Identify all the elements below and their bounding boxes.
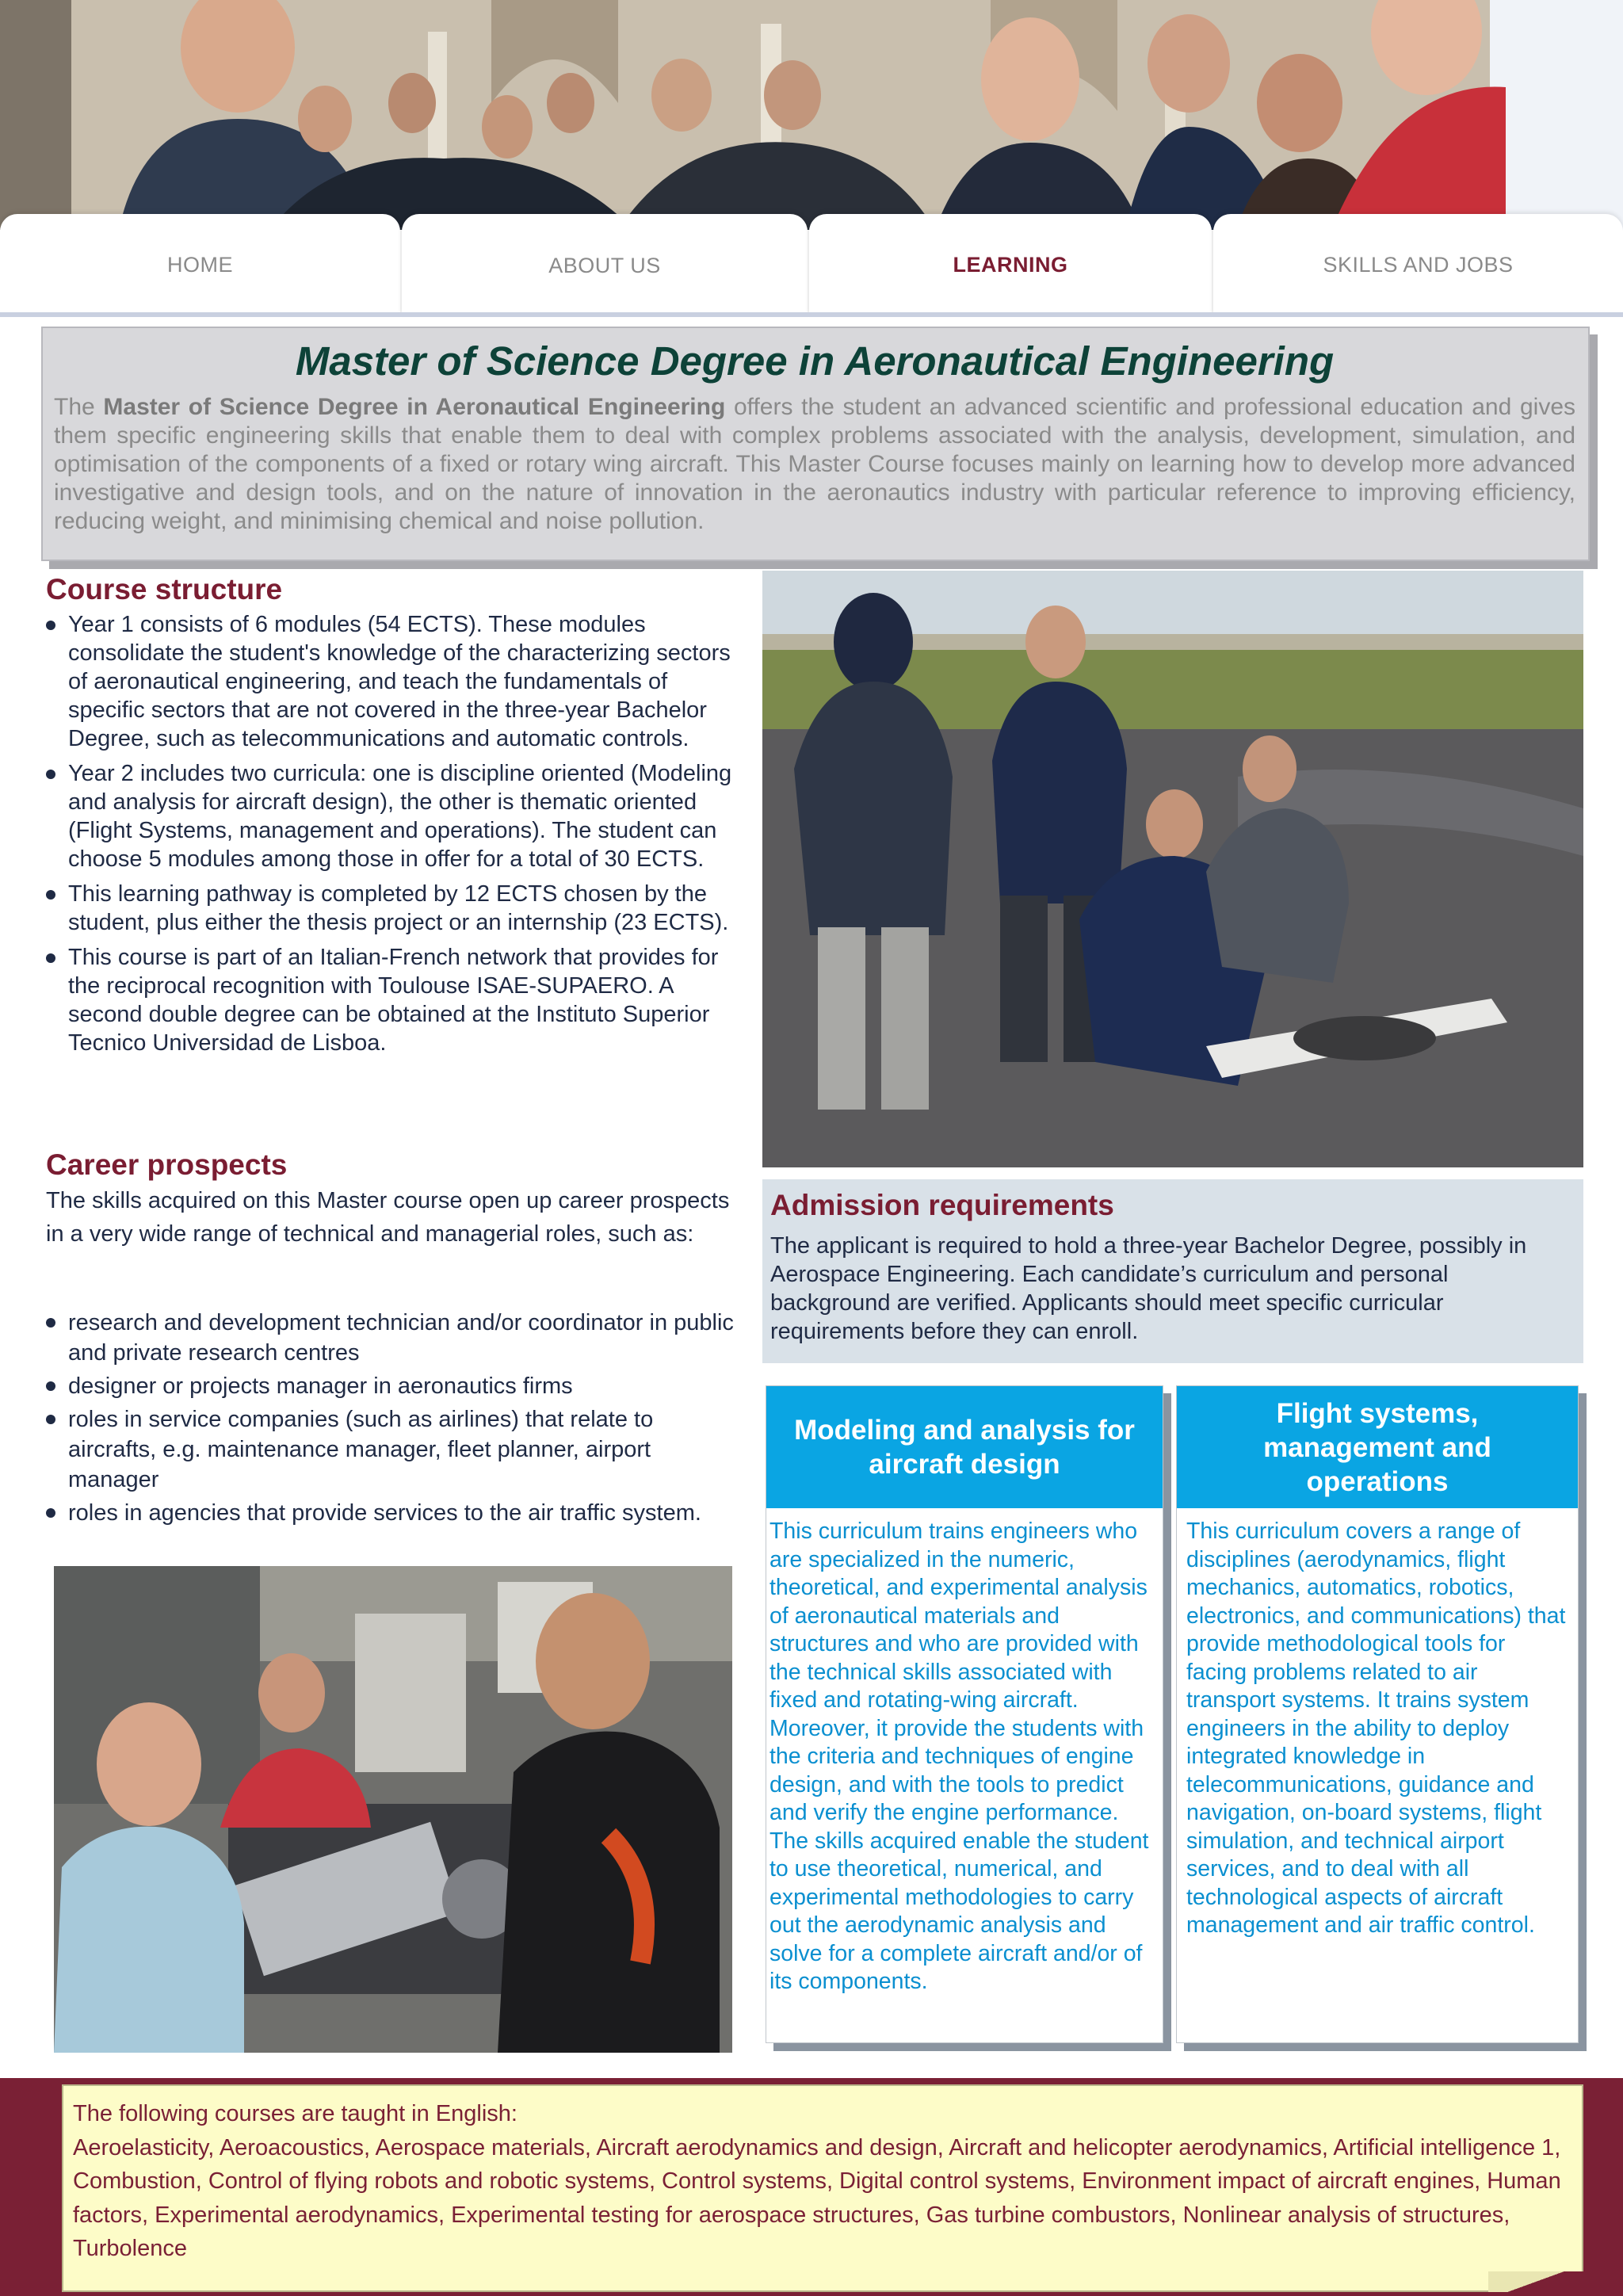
page-fold-decoration xyxy=(1488,2271,1583,2292)
hero-photo xyxy=(0,0,1623,230)
engine-workshop-graphic xyxy=(54,1566,732,2053)
list-item: research and development technician and/or coordinator in public and private research centres xyxy=(44,1308,742,1368)
students-airfield-graphic xyxy=(762,571,1583,1167)
tab-learning-label: LEARNING xyxy=(953,252,1068,277)
admission-box xyxy=(762,1179,1583,1363)
nav-divider xyxy=(0,312,1623,317)
list-item: roles in agencies that provide services to the air traffic system. xyxy=(44,1498,742,1528)
page-title: Master of Science Degree in Aeronautical Engineering xyxy=(295,338,1335,384)
tab-about-us-label: ABOUT US xyxy=(548,254,661,277)
hero-photo-graphic xyxy=(0,0,1623,230)
main-nav xyxy=(0,214,1623,317)
curriculum-card-title: Flight systems, management and operations xyxy=(1177,1386,1578,1508)
list-item: This course is part of an Italian-French network that provides for the reciprocal recognition with Toulouse ISAE-SUPAERO. A second double degree can be obtained at the Instituto Superior Tecnico Universidad de Lisboa. xyxy=(44,943,742,1057)
curriculum-card-modeling xyxy=(766,1385,1163,2043)
career-intro: The skills acquired on this Master course open up career prospects in a very wide range of technical and managerial roles, such as: xyxy=(46,1188,730,1247)
course-structure-heading: Course structure xyxy=(46,573,283,606)
admission-text: The applicant is required to hold a three-year Bachelor Degree, possibly in Aerospace Engineering. Each candidate’s curriculum and personal background are verified. Applicants should meet specific curricular requirements before they can enroll. xyxy=(770,1233,1527,1344)
students-airfield-photo xyxy=(762,571,1583,1167)
english-courses-heading: The following courses are taught in English: xyxy=(73,2101,517,2126)
intro-text-bold: Master of Science Degree in Aeronautical Engineering xyxy=(103,394,726,420)
intro-text-rest: offers the student an advanced scientific and professional education and gives them specific engineering skills that enable them to deal with complex problems associated with the analysis, development, simulation, and optimisation of the components of a fixed or rotary wing aircraft. This Master Course focuses mainly on learning how to develop more advanced investigative and design tools, and on the nature of innovation in the aeronautics industry with particular reference to improving efficiency, reducing weight, and minimising chemical and noise pollution. xyxy=(54,394,1575,534)
tab-skills-and-jobs-label: SKILLS AND JOBS xyxy=(1323,252,1514,277)
career-list xyxy=(44,1308,742,1528)
english-courses-list: Aeroelasticity, Aeroacoustics, Aerospace materials, Aircraft aerodynamics and design, Aircraft and helicopter aerodynamics, Artificial intelligence 1, Combustion, Control of flying robots and robotic systems, Control systems, Digital control systems, Environment impact of aircraft engines, Human factors, Experimental aerodynamics, Experimental testing for aerospace structures, Gas turbine combustors, Nonlinear analysis of structures, Turbolence xyxy=(73,2134,1561,2261)
tab-home-label: HOME xyxy=(167,252,233,277)
curriculum-card-text: This curriculum covers a range of disciplines (aerodynamics, flight mechanics, automatics, robotics, electronics, and communications) that provide methodological tools for facing problems related to air transport systems. It trains system engineers in the ability to deploy integrated knowledge in telecommunications, guidance and navigation, on-board systems, flight simulation, and technical airport services, and to deal with all technological aspects of aircraft management and air traffic control. xyxy=(1186,1519,1566,1938)
intro-box xyxy=(41,327,1590,561)
list-item: This learning pathway is completed by 12 ECTS chosen by the student, plus either the thesis project or an internship (23 ECTS). xyxy=(44,880,742,937)
list-item: Year 2 includes two curricula: one is discipline oriented (Modeling and analysis for aircraft design), the other is thematic oriented (Flight Systems, management and operations). The student can choose 5 modules among those in offer for a total of 30 ECTS. xyxy=(44,759,742,873)
curriculum-card-flight-systems xyxy=(1176,1385,1579,2043)
course-structure-list xyxy=(44,610,742,1057)
engine-workshop-photo xyxy=(54,1566,732,2053)
list-item: designer or projects manager in aeronautics firms xyxy=(44,1371,742,1401)
curriculum-card-text: This curriculum trains engineers who are specialized in the numeric, theoretical, and experimental analysis of aeronautical materials and structures and who are provided with the technical skills associated with fixed and rotating-wing aircraft. Moreover, it provide the students with the criteria and techniques of engine design, and with the tools to predict and verify the engine performance. The skills acquired enable the student to use theoretical, numerical, and experimental methodologies to carry out the aerodynamic analysis and solve for a complete aircraft and/or of its components. xyxy=(769,1519,1149,1994)
admission-heading: Admission requirements xyxy=(770,1189,1114,1221)
tab-learning[interactable] xyxy=(809,214,1212,315)
intro-text-prefix: The xyxy=(54,394,104,420)
tab-home[interactable] xyxy=(0,214,400,315)
career-heading: Career prospects xyxy=(46,1148,288,1181)
list-item: Year 1 consists of 6 modules (54 ECTS). These modules consolidate the student's knowledge of the characterizing sectors of aeronautical engineering, and teach the fundamentals of specific sectors that are not covered in the three-year Bachelor Degree, such as telecommunications and automatic controls. xyxy=(44,610,742,753)
tab-skills-and-jobs[interactable] xyxy=(1213,214,1623,315)
curriculum-card-title: Modeling and analysis for aircraft design xyxy=(766,1386,1163,1508)
list-item: roles in service companies (such as airlines) that relate to aircrafts, e.g. maintenance manager, fleet planner, airport manager xyxy=(44,1404,742,1495)
intro-text xyxy=(54,393,1575,536)
english-courses-note xyxy=(62,2084,1583,2292)
tab-about-us[interactable] xyxy=(402,214,808,315)
